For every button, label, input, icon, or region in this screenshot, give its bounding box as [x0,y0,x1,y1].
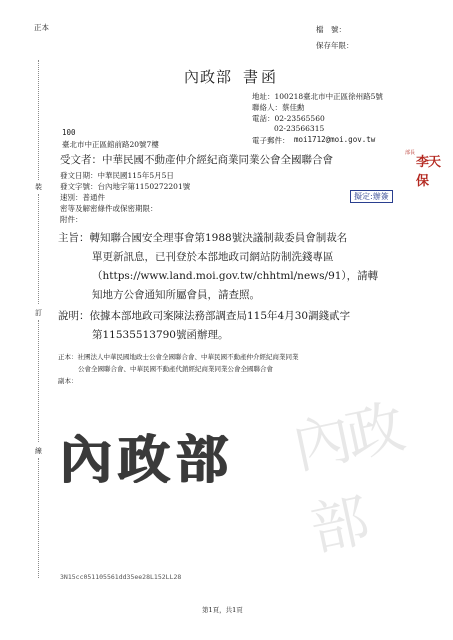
original-mark: 正本 [34,23,49,32]
document-code: 3N15cc051105561dd35ee28L152LL28 [60,573,182,581]
binding-mark-middle: 訂 [35,309,42,317]
subject-line-1: 主旨：轉知聯合國安全理事會第1988號決議制裁委員會制裁名 [58,232,348,244]
email-value: moi1712@moi.gov.tw [294,135,376,144]
page-number: 第1頁，共1頁 [202,606,243,614]
distribution-line-1: 正本：社團法人中華民國地政士公會全國聯合會、中華民國不動產仲介經紀商業同業 [58,353,299,361]
address-line: 地址：100218臺北市中正區徐州路5號 [252,92,383,101]
recipient-line: 受文者：中華民國不動產仲介經紀商業同業公會全國聯合會 [60,154,333,166]
minister-seal [405,150,447,189]
issue-date: 發文日期：中華民國115年5月5日 [60,171,174,180]
attachment: 附件： [60,215,83,224]
seal-name: 李天保 [416,155,441,189]
binding-dotted-line [38,60,39,180]
speed-class: 速別：普通件 [60,193,105,202]
postal-code: 100 [62,128,76,137]
binding-mark-top: 裝 [35,183,42,191]
copy-recipient: 副本： [58,377,78,385]
phone-1: 電話：02-23565560 [252,114,325,123]
security-level: 密等及解密條件或保密期限： [60,204,158,213]
recipient-street: 臺北市中正區館前路20號7樓 [62,140,159,149]
explanation-line-2: 第11535513790號函辦理。 [92,329,229,341]
binding-mark-bottom: 線 [35,447,42,455]
subject-line-4: 知地方公會通知所屬會員，請查照。 [92,289,260,301]
processing-stamp: 擬定:辦簽 [350,190,393,203]
watermark: 內政部 [286,392,407,565]
email-label: 電子郵件： [252,136,290,145]
ministry-stamp: 內政部 [60,431,235,491]
seal-title: 部長 [405,150,416,156]
file-number-label: 檔 號： [316,25,346,34]
subject-line-2: 單更新訊息，已刊登於本部地政司網站防制洗錢專區 [92,251,334,263]
explanation-line-1: 說明：依據本部地政司案陳法務部調查局115年4月30調錢貳字 [58,310,351,322]
binding-dotted-line [38,194,39,304]
subject-line-3: （https://www.land.moi.gov.tw/chhtml/news/91），請轉 [92,270,379,282]
document-number: 發文字號：台內地字第1150272201號 [60,182,191,191]
issuer-title: 內政部 [184,68,233,86]
binding-dotted-line [38,320,39,442]
contact-person: 聯絡人：蔡佳勳 [252,103,305,112]
document-type: 書函 [243,68,280,86]
binding-dotted-line [38,458,39,578]
distribution-line-2: 公會全國聯合會、中華民國不動產代銷經紀商業同業公會全國聯合會 [78,365,273,373]
phone-2: 02-23566315 [274,124,325,133]
retention-label: 保存年限： [316,41,354,50]
